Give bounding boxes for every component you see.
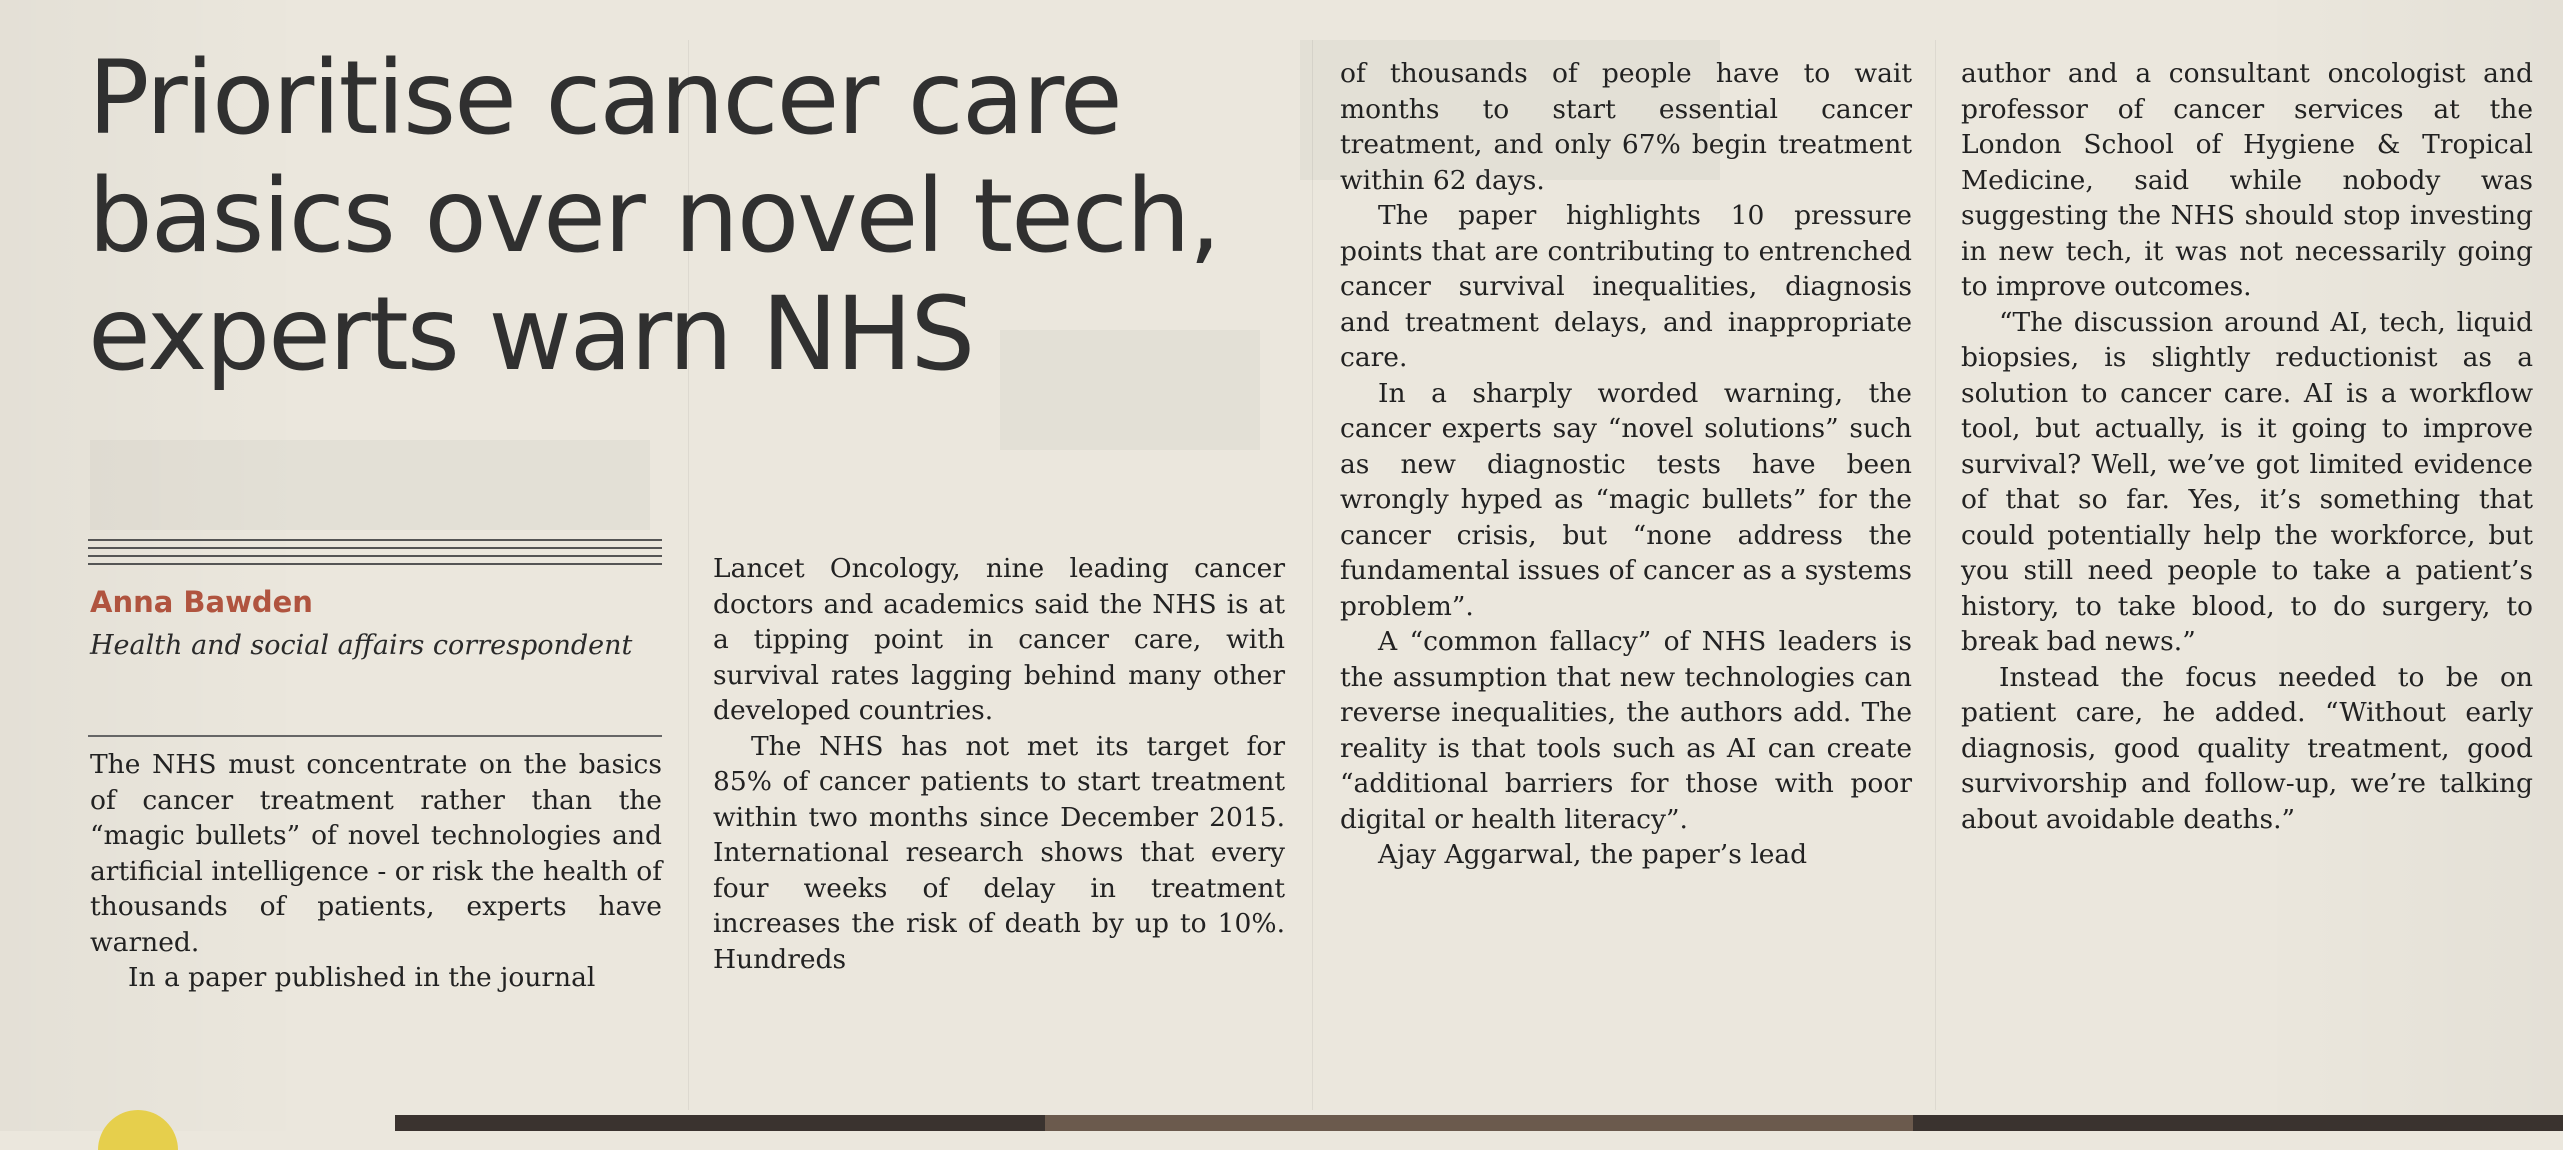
headline-rule <box>88 539 662 541</box>
headline-rule <box>88 563 662 565</box>
headline-rule <box>88 555 662 557</box>
paragraph: of thousands of people have to wait months to start essential cancer treatment, and only 67% begin treatment within 62 days. <box>1340 58 1912 196</box>
byline-role: Health and social affairs correspondent <box>90 630 633 661</box>
paragraph: The NHS must concentrate on the basics of cancer treatment rather than the “magic bullets” of novel technologies and artificial intelligence - or risk the health of thousands of patients, experts have warned. <box>90 749 662 958</box>
show-through-patch <box>90 440 650 530</box>
paragraph: author and a consultant oncologist and professor of cancer services at the London School of Hygiene & Tropical Medicine, said while nobody was suggesting the NHS should stop investing in new tech, it was not necessarily going to improve outcomes. <box>1961 58 2533 302</box>
paragraph: In a sharply worded warning, the cancer experts say “novel solutions” such as new diagnostic tests have been wrongly hyped as “magic bullets” for the cancer crisis, but “none address the fundamental issues of cancer as a systems problem”. <box>1340 377 1912 622</box>
next-article-photo-edge <box>395 1115 2563 1131</box>
article-column-2 <box>713 551 1285 977</box>
paragraph: A “common fallacy” of NHS leaders is the assumption that new technologies can reverse inequalities, the authors add. The reality is that tools such as AI can create “additional barriers for those with poor digital or health literacy”. <box>1340 626 1912 835</box>
byline-rule <box>88 735 662 737</box>
paragraph: The NHS has not met its target for 85% of cancer patients to start treatment within two months since December 2015. International research shows that every four weeks of delay in treatment increases the risk of death by up to 10%. Hundreds <box>713 730 1285 975</box>
article-column-1 <box>90 747 662 996</box>
paragraph: “The discussion around AI, tech, liquid biopsies, is slightly reductionist as a solution to cancer care. AI is a workflow tool, but actually, is it going to improve survival? Well, we’ve got limited evidence of that so far. Yes, it’s something that could potentially help the workforce, but you still need people to take a patient’s history, to take blood, to do surgery, to break bad news.” <box>1961 306 2533 657</box>
column-gutter <box>1935 40 1936 1110</box>
paragraph: The paper highlights 10 pressure points that are contributing to entrenched cancer survival inequalities, diagnosis and treatment delays, and inappropriate care. <box>1340 200 1912 373</box>
section-logo-icon <box>98 1110 178 1150</box>
column-gutter <box>1312 40 1313 1110</box>
paragraph: Lancet Oncology, nine leading cancer doctors and academics said the NHS is at a tipping point in cancer care, with survival rates lagging behind many other developed countries. <box>713 553 1285 726</box>
article-headline: Prioritise cancer care basics over novel tech, experts warn NHS <box>88 39 1220 394</box>
paragraph: In a paper published in the journal <box>128 962 596 993</box>
paragraph: Ajay Aggarwal, the paper’s lead <box>1378 839 1808 870</box>
headline-rule <box>88 547 662 549</box>
article-column-3 <box>1340 56 1912 873</box>
paragraph: Instead the focus needed to be on patient care, he added. “Without early diagnosis, good quality treatment, good survivorship and follow-up, we’re talking about avoidable deaths.” <box>1961 661 2533 835</box>
article-column-4 <box>1961 56 2533 837</box>
byline-author: Anna Bawden <box>90 585 313 619</box>
